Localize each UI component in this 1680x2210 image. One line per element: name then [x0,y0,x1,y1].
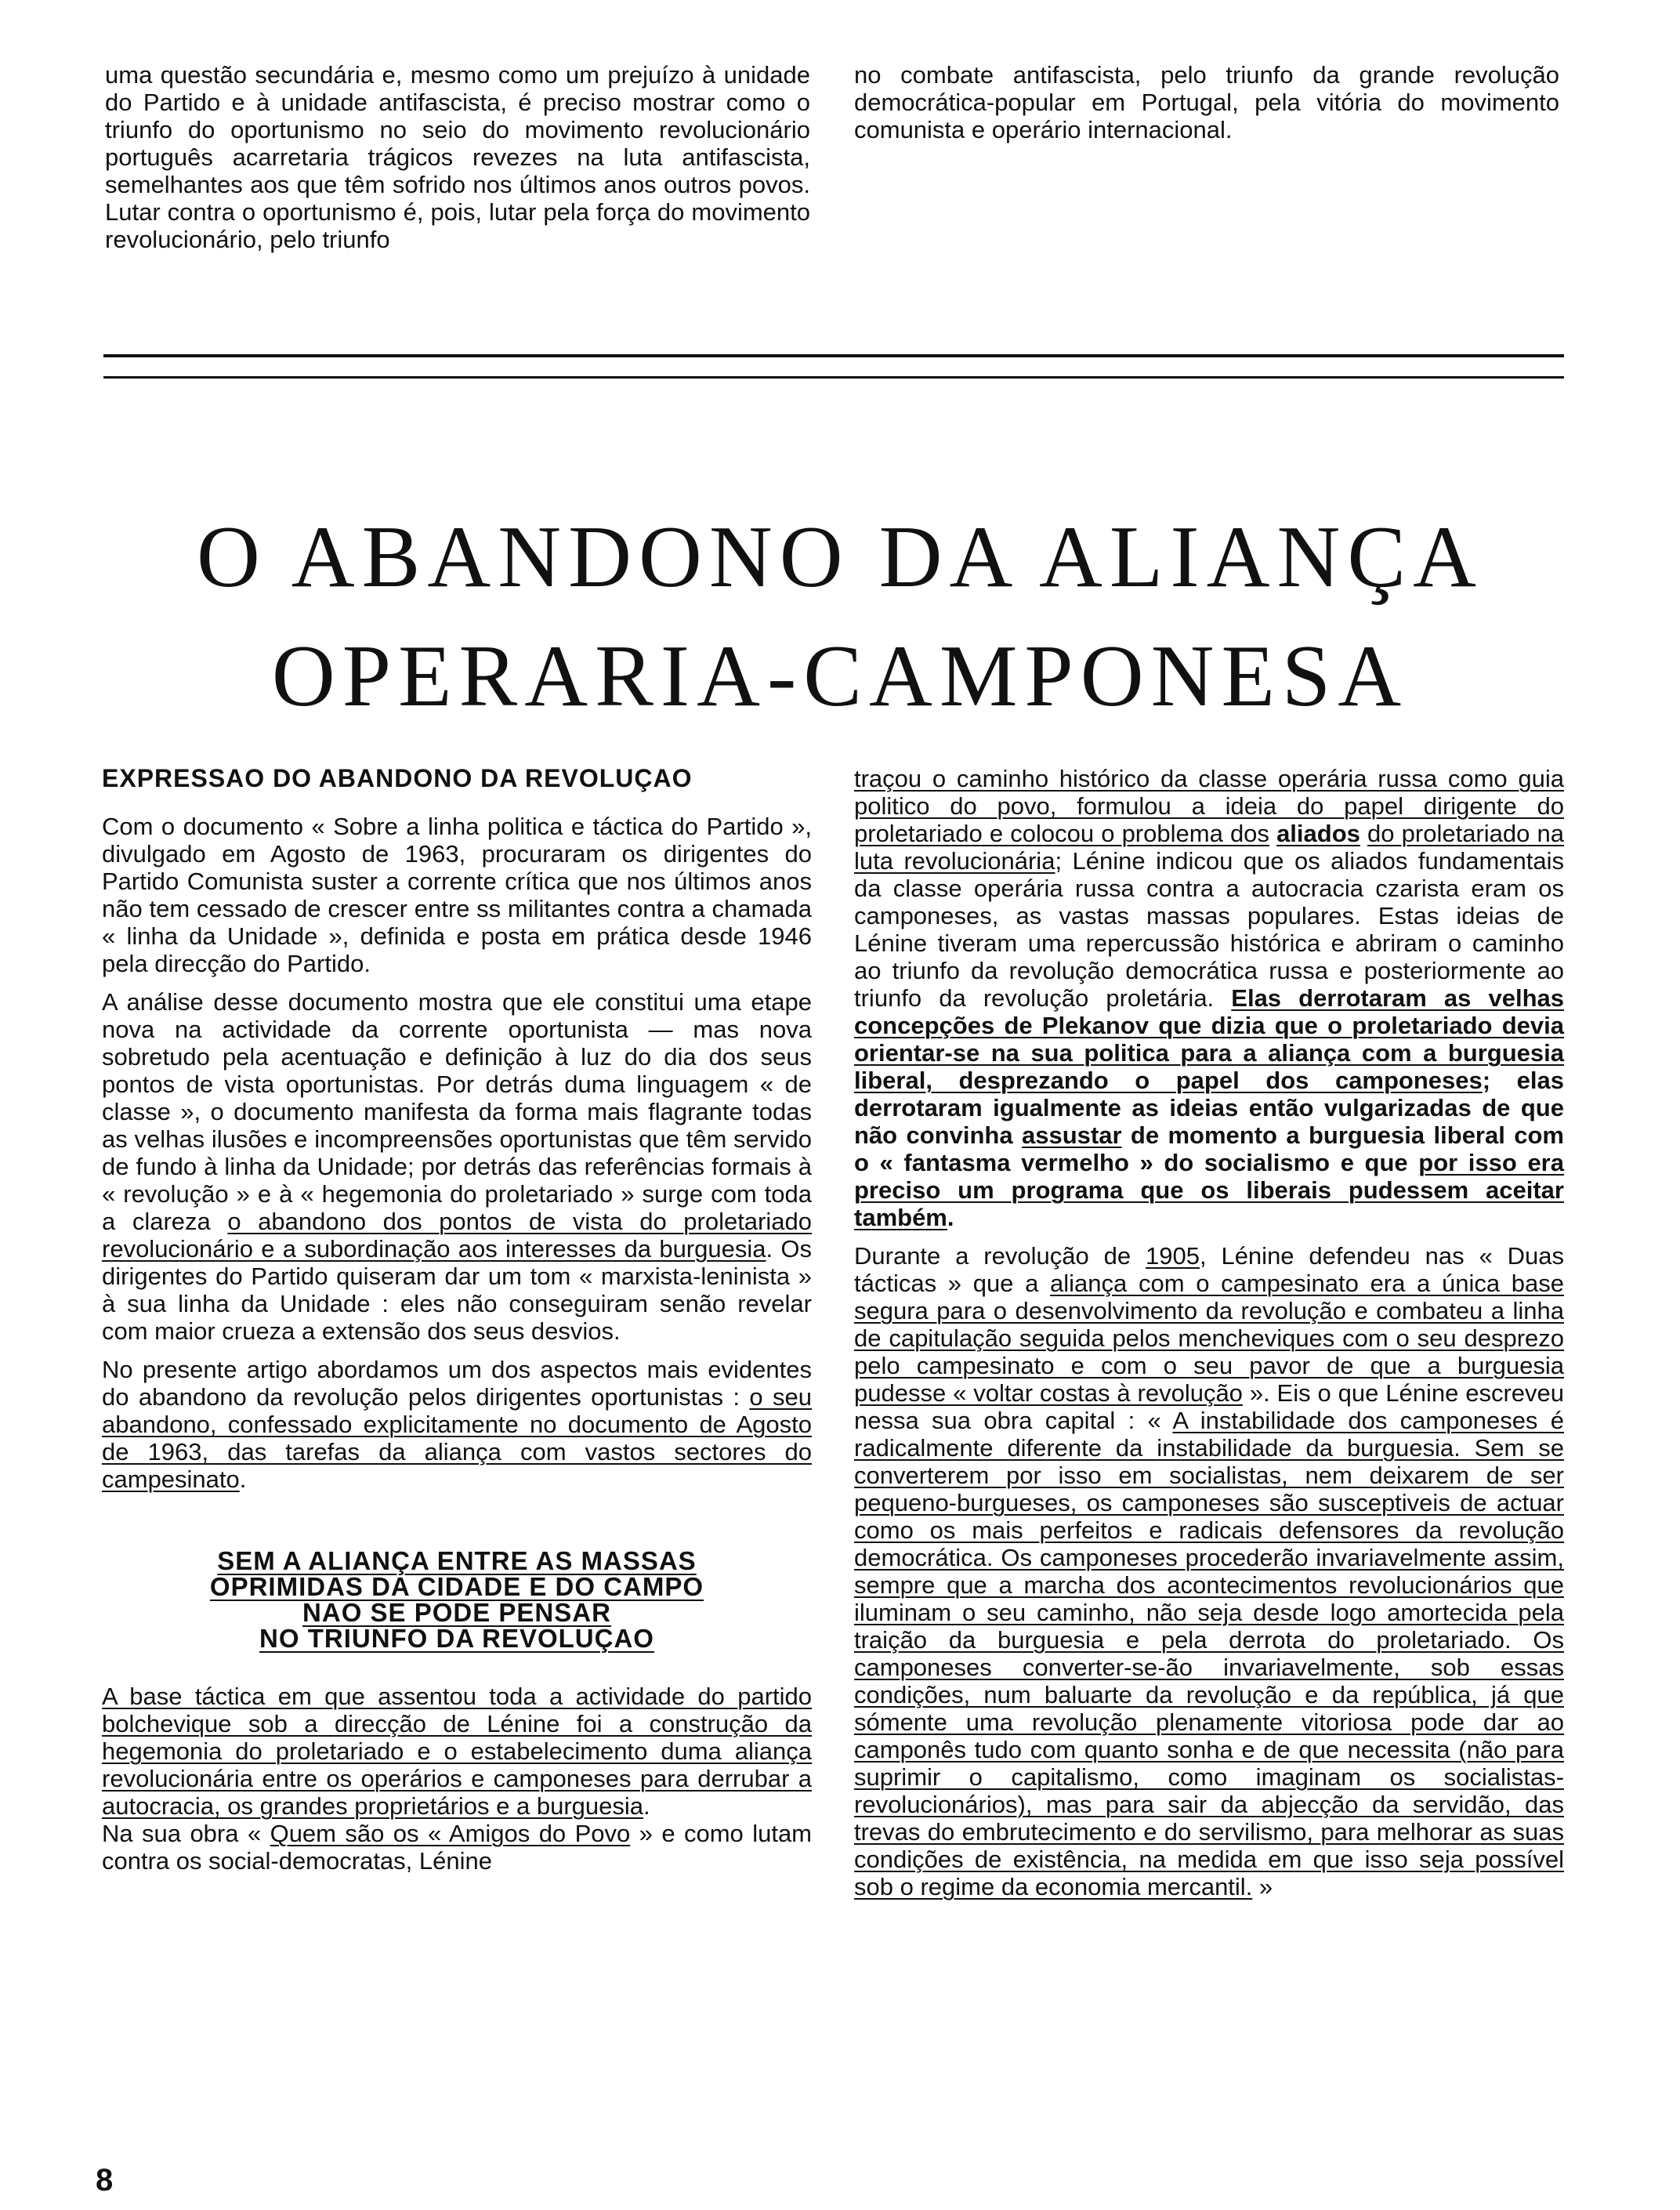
subsection-heading [102,1548,812,1651]
left-paragraph-5 [102,1820,812,1875]
article-title-line-2: OPERARIA-CAMPONESA [271,628,1409,725]
right-p1-underlined-1: traçou o caminho histórico da classe operária russa como guia politico do povo, formulou a ideia do papel dirigente do proletariado e colocou o problema dos [854,765,1564,847]
left-p5-underlined: Quem são os « Amigos do Povo [270,1820,631,1847]
left-p3-text: No presente artigo abordamos um dos aspectos mais evidentes do abandono da revolução pelos dirigentes oportunistas : [102,1356,812,1411]
top-right-paragraph: no combate antifascista, pelo triunfo da grande revolução democrática-popular em Portugal, pela vitória do movimento comunista e operário internacional. [854,61,1559,143]
article-left-column [102,765,812,1886]
top-left-column [105,61,810,264]
subsection-heading-line-2: OPRIMIDAS DA CIDADE E DO CAMPO [209,1572,704,1601]
subsection-heading-line-3: NAO SE PODE PENSAR [302,1598,611,1627]
right-p2-year: 1905 [1145,1242,1200,1270]
right-p2-text-1: Durante a revolução de [854,1242,1131,1270]
right-p1-bold-allies: aliados [1276,820,1360,847]
right-paragraph-2 [854,1242,1564,1900]
right-p2-text-3: ». Eis o que Lénine escreveu nessa sua obra capital : « [854,1379,1565,1434]
subsection-heading-line-1: SEM A ALIANÇA ENTRE AS MASSAS [217,1546,697,1575]
left-paragraph-3 [102,1356,812,1493]
left-p2-text: A análise desse documento mostra que ele constitui uma etape nova na actividade da corrente oportunista — mas nova sobretudo pela acentuação e definição à luz do dia dos seus pontos de vista oportunistas. Por detrás duma linguagem « de classe », o documento manifesta da forma mais flagrante todas as velhas ilusões e incompreensões oportunistas que têm servido de fundo à linha da Unidade; por detrás das referências formais à « revolução » e à « hegemonia do proletariado » surge com toda a clareza [102,988,812,1235]
left-p4-underlined: A base táctica em que assentou toda a actividade do partido bolchevique sob a direcção de Lénine foi a construção da hegemonia do proletariado e o estabelecimento duma aliança revolucionária entre os operários e camponeses para derrubar a autocracia, os grandes proprietários e a burguesia [102,1683,812,1820]
left-p3-tail: . [239,1465,247,1493]
divider-rule-top [103,354,1564,357]
right-p2-quote: A instabilidade dos camponeses é radicalmente diferente da instabilidade da burguesia. Sem se converterem por isso em socialistas, nem deixarem de ser pequeno-burgueses, os camponeses são susceptiveis de actuar como os mais perfeitos e radicais defensores da revolução democrática. Os camponeses procederão invariavelmente assim, sempre que a marcha dos acontecimentos revolucionários que iluminam o seu caminho, não seja desde logo amortecida pela traição da burguesia e pela derrota do proletariado. Os camponeses converter-se-ão invariavelmente, sob essas condições, num baluarte da revolução e da república, já que sómente uma revolução plenamente vitoriosa pode dar ao camponês tudo com quanto sonha e de que necessita (não para suprimir o capitalismo, como imaginam os socialistas-revolucionários), mas para sair da abjecção da servidão, das trevas do embrutecimento e do servilismo, para melhorar as suas condições de existência, na medida em que isso seja possível sob o regime da economia mercantil. [854,1407,1564,1900]
right-paragraph-1 [854,765,1564,1231]
left-p5-tail: » e como lutam contra os social-democratas, Lénine [102,1820,813,1875]
subsection-heading-line-4: NO TRIUNFO DA REVOLUÇAO [259,1624,654,1653]
left-p2-tail: . Os dirigentes do Partido quiseram dar um tom « marxista-leninista » à sua linha da Unidade : eles não conseguiram senão revelar com maior crueza a extensão dos seus desvios. [102,1235,812,1345]
divider-rule-bottom [103,376,1564,379]
top-right-column [854,61,1559,154]
top-left-paragraph: uma questão secundária e, mesmo como um prejuízo à unidade do Partido e à unidade antifascista, é preciso mostrar como o triunfo do oportunismo no seio do movimento revolucionário português acarretaria trágicos revezes na luta antifascista, semelhantes aos que têm sofrido nos últimos anos outros povos. Lutar contra o oportunismo é, pois, lutar pela força do movimento revolucionário, pelo triunfo [105,61,810,253]
left-p4-tail: . [643,1792,650,1820]
right-p1-text: ; Lénine indicou que os aliados fundamentais da classe operária russa contra a autocracia czarista eram os camponeses, as vastas massas populares. Estas ideias de Lénine tiveram uma repercussão histórica e abriram o caminho ao triunfo da revolução democrática russa e posteriormente ao triunfo da revolução proletária. [854,847,1564,1012]
right-p2-text-2: , Lénine defendeu nas « Duas tácticas » que a [854,1242,1564,1297]
left-p3-underlined: o seu abandono, confessado explicitamente no documento de Agosto de 1963, das tarefas da aliança com vastos sectores do campesinato [102,1383,812,1493]
right-p1-underlined-2: do proletariado na luta revolucionária [854,820,1564,875]
right-p1-bold-1: ; elas derrotaram igualmente as ideias então vulgarizadas de que não convinha [854,1067,1564,1149]
left-paragraph-4 [102,1683,812,1820]
left-p2-underlined: o abandono dos pontos de vista do proletariado revolucionário e a subordinação aos interesses da burguesia [102,1208,812,1263]
article-right-column [854,765,1564,1911]
left-paragraph-1: Com o documento « Sobre a linha politica e táctica do Partido », divulgado em Agosto de 1963, procuraram os dirigentes do Partido Comunista suster a corrente crítica que nos últimos anos não tem cessado de crescer entre ss militantes contra a chamada « linha da Unidade », definida e posta em prática desde 1946 pela direcção do Partido. [102,813,812,977]
section-heading: EXPRESSAO DO ABANDONO DA REVOLUÇAO [102,764,693,792]
right-p2-text-4: » [1252,1873,1273,1900]
page-number: 8 [96,2163,114,2197]
left-p5-text: Na sua obra « [102,1820,262,1847]
right-p1-bold-3: . [947,1204,954,1231]
left-paragraph-2 [102,988,812,1345]
right-p2-underlined-1: aliança com o campesinato era a única base segura para o desenvolvimento da revolução e combateu a linha de capitulação seguida pelos mencheviques com o seu desprezo pelo campesinato e com o seu pavor de que a burguesia pudesse « voltar costas à revolução [854,1270,1564,1407]
right-p1-bold-underlined-3: por isso era preciso um programa que os liberais pudessem aceitar também [854,1149,1564,1231]
right-p1-bold-underlined-1: Elas derrotaram as velhas concepções de Plekanov que dizia que o proletariado devia orientar-se na sua politica para a aliança com a burguesia liberal, desprezando o papel dos camponeses [854,984,1564,1094]
article-title-line-1: O ABANDONO DA ALIANÇA [197,509,1483,606]
right-p1-bold-2: de momento a burguesia liberal com o « fantasma vermelho » do socialismo e que [854,1121,1564,1176]
right-p1-bold-underlined-2: assustar [1021,1121,1122,1149]
